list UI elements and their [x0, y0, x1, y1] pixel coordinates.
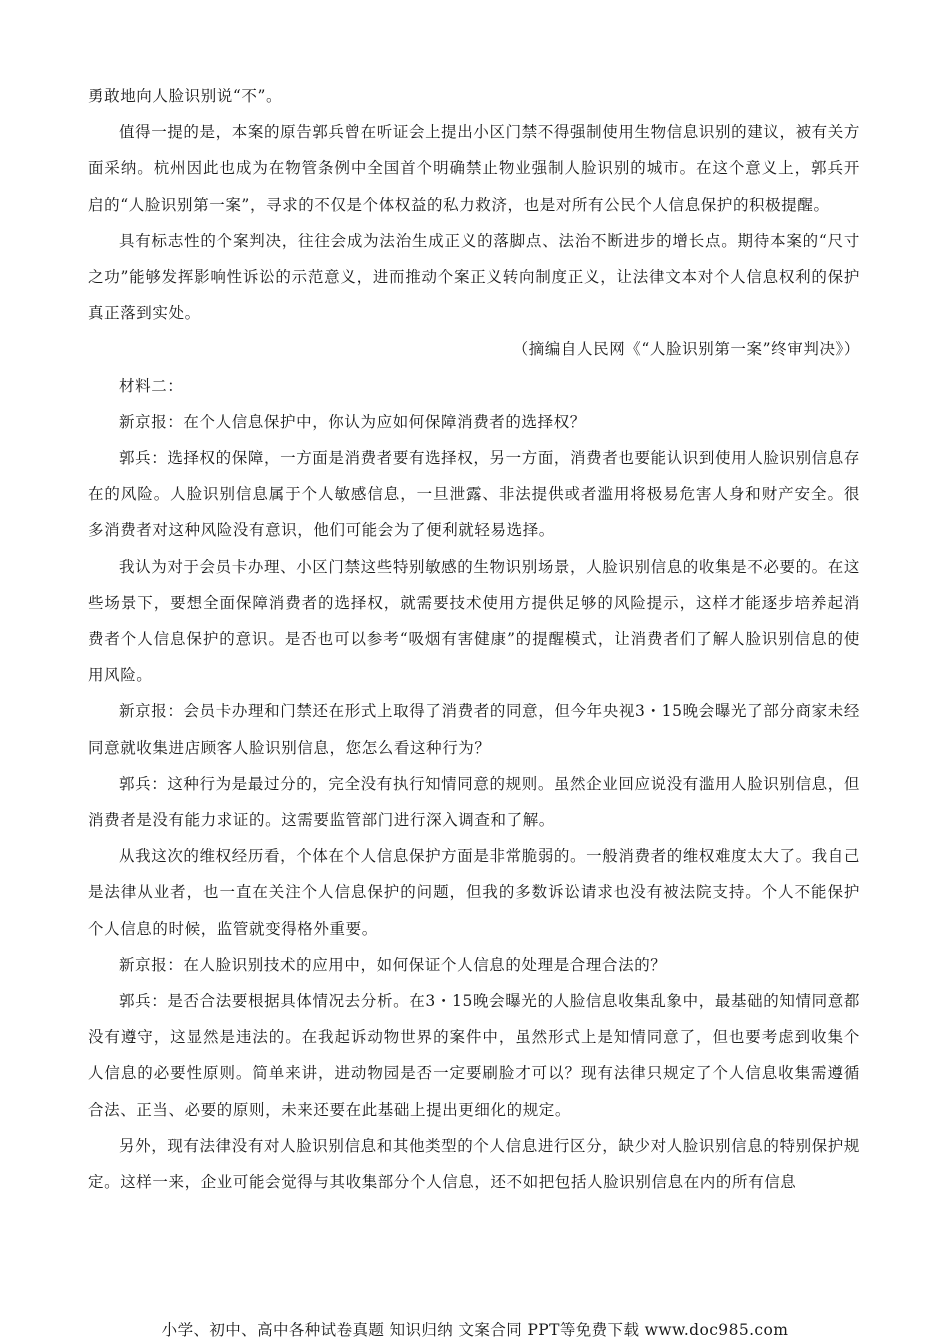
section-heading-material-two: 材料二： — [119, 376, 184, 395]
interview-answer: 我认为对于会员卡办理、小区门禁这些特别敏感的生物识别场景，人脸识别信息的收集是不必要的。在这些场景下，要想全面保障消费者的选择权，就需要技术使用方提供足够的风险提示，这样才能逐步培养起消费者个人信息保护的意识。是否也可以参考“吸烟有害健康”的提醒模式，让消费者们了解人脸识别信息的使用风险。 — [88, 557, 860, 685]
footer-watermark: 小学、初中、高中各种试卷真题 知识归纳 文案合同 PPT等免费下载 www.doc985.com — [161, 1321, 789, 1339]
interview-question: 新京报：在人脸识别技术的应用中，如何保证个人信息的处理是合理合法的？ — [119, 955, 667, 974]
interview-answer: 郭兵：是否合法要根据具体情况去分析。在3・15晚会曝光的人脸信息收集乱象中，最基础的知情同意都没有遵守，这显然是违法的。在我起诉动物世界的案件中，虽然形式上是知情同意了，但也要考虑到收集个人信息的必要性原则。简单来讲，进动物园是否一定要刷脸才可以？现有法律只规定了个人信息收集需遵循合法、正当、必要的原则，未来还要在此基础上提出更细化的规定。 — [88, 992, 860, 1119]
interview-answer: 郭兵：这种行为是最过分的，完全没有执行知情同意的规则。虽然企业回应说没有滥用人脸识别信息，但消费者是没有能力求证的。这需要监管部门进行深入调查和了解。 — [88, 774, 860, 830]
interview-answer: 郭兵：选择权的保障，一方面是消费者要有选择权，另一方面，消费者也要能认识到使用人脸识别信息存在的风险。人脸识别信息属于个人敏感信息，一旦泄露、非法提供或者滥用将极易危害人身和财产安全。很多消费者对这种风险没有意识，他们可能会为了便利就轻易选择。 — [88, 449, 860, 540]
document-body — [88, 78, 860, 1200]
source-citation: （摘编自人民网《“人脸识别第一案”终审判决》） — [512, 340, 860, 359]
interview-question: 新京报：在个人信息保护中，你认为应如何保障消费者的选择权？ — [119, 412, 586, 431]
paragraph: 具有标志性的个案判决，往往会成为法治生成正义的落脚点、法治不断进步的增长点。期待本案的“尺寸之功”能够发挥影响性诉讼的示范意义，进而推动个案正义转向制度正义，让法律文本对个人信息权利的保护真正落到实处。 — [88, 231, 860, 323]
paragraph-continuation: 勇敢地向人脸识别说“不”。 — [88, 87, 283, 105]
interview-question: 新京报：会员卡办理和门禁还在形式上取得了消费者的同意，但今年央视3・15晚会曝光了部分商家未经同意就收集进店顾客人脸识别信息，您怎么看这种行为？ — [88, 702, 860, 757]
paragraph: 值得一提的是，本案的原告郭兵曾在听证会上提出小区门禁不得强制使用生物信息识别的建议，被有关方面采纳。杭州因此也成为在物管条例中全国首个明确禁止物业强制人脸识别的城市。在这个意义上，郭兵开启的“人脸识别第一案”，寻求的不仅是个体权益的私力救济，也是对所有公民个人信息保护的积极提醒。 — [88, 123, 860, 214]
interview-answer: 从我这次的维权经历看，个体在个人信息保护方面是非常脆弱的。一般消费者的维权难度太大了。我自己是法律从业者，也一直在关注个人信息保护的问题，但我的多数诉讼请求也没有被法院支持。个人不能保护个人信息的时候，监管就变得格外重要。 — [88, 847, 860, 938]
interview-answer: 另外，现有法律没有对人脸识别信息和其他类型的个人信息进行区分，缺少对人脸识别信息的特别保护规定。这样一来，企业可能会觉得与其收集部分个人信息，还不如把包括人脸识别信息在内的所有信息 — [88, 1136, 860, 1192]
